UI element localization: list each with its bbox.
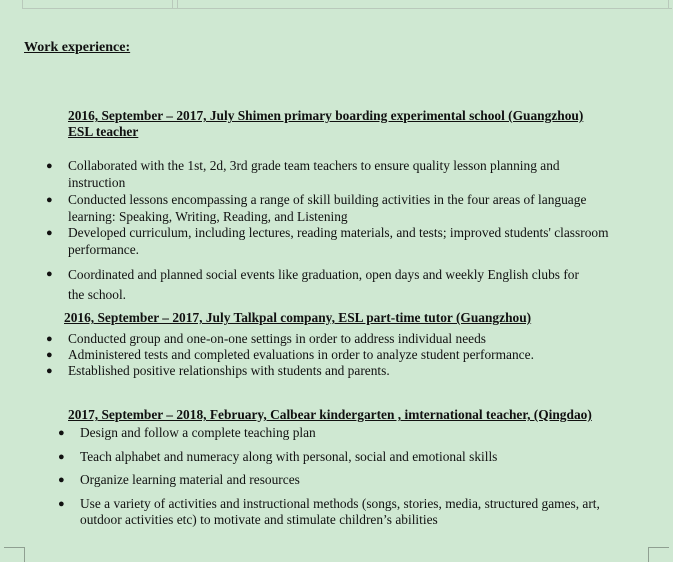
list-item <box>46 158 648 192</box>
list-item-text: Collaborated with the 1st, 2d, 3rd grade team teachers to ensure quality lesson planning and <box>68 158 560 173</box>
list-item-text: Conducted lessons encompassing a range of skill building activities in the four areas of language <box>68 192 587 207</box>
list-item <box>58 495 652 528</box>
list-item-text: Developed curriculum, including lectures, reading materials, and tests; improved students' classroom <box>68 225 609 240</box>
job-bullet-list <box>46 158 648 305</box>
job-heading-line: 2016, September – 2017, July Talkpal company, ESL part-time tutor (Guangzhou) <box>64 310 532 325</box>
list-item <box>58 448 652 473</box>
bullet-icon: ● <box>46 365 53 377</box>
job-bullet-list <box>58 425 652 528</box>
job-heading-line: 2016, September – 2017, July Shimen primary boarding experimental school (Guangzhou) <box>68 108 584 123</box>
bullet-icon: ● <box>46 268 53 280</box>
bullet-icon: ● <box>46 349 53 361</box>
bullet-icon: ● <box>58 427 65 439</box>
list-item <box>46 363 648 379</box>
bullet-icon: ● <box>46 194 53 206</box>
bullet-icon: ● <box>58 450 65 463</box>
job-heading <box>64 310 531 326</box>
job-heading <box>68 407 592 423</box>
table-border-tick <box>668 0 669 8</box>
job-bullet-list <box>46 331 648 379</box>
list-item-text: Conducted group and one-on-one settings in order to address individual needs <box>68 331 486 346</box>
list-item-text: the school. <box>68 286 127 302</box>
bullet-icon: ● <box>46 333 53 345</box>
list-item <box>46 225 648 265</box>
bullet-icon: ● <box>46 227 53 239</box>
list-item-text: outdoor activities etc) to motivate and stimulate children’s abilities <box>80 511 438 527</box>
bullet-icon: ● <box>58 497 65 510</box>
crop-mark <box>4 547 25 562</box>
bullet-icon: ● <box>58 474 65 486</box>
list-item-text: Coordinated and planned social events like graduation, open days and weekly English clubs for <box>68 267 579 282</box>
table-border-tick <box>172 0 173 8</box>
list-item <box>58 425 652 449</box>
job-heading-line: 2017, September – 2018, February, Calbear kindergarten , imternational teacher, (Qingdao) <box>68 407 592 422</box>
table-border-tick <box>177 0 178 8</box>
list-item <box>58 472 652 496</box>
table-border-remnant <box>22 0 672 9</box>
job-heading <box>68 108 583 140</box>
list-item-text: Organize learning material and resources <box>80 472 300 487</box>
list-item-text: Administered tests and completed evaluations in order to analyze student performance. <box>68 347 534 362</box>
list-item-text: Established positive relationships with students and parents. <box>68 363 390 378</box>
section-title: Work experience: <box>24 40 131 55</box>
list-item-text: Teach alphabet and numeracy along with personal, social and emotional skills <box>80 448 498 464</box>
list-item-text: instruction <box>68 174 126 190</box>
list-item <box>46 347 648 363</box>
list-item-text: Use a variety of activities and instructional methods (songs, stories, media, structured games, art, <box>80 495 600 511</box>
job-heading-line: ESL teacher <box>68 124 139 139</box>
list-item-text: Design and follow a complete teaching plan <box>80 425 316 440</box>
list-item-text: learning: Speaking, Writing, Reading, and Listening <box>68 208 348 224</box>
list-item <box>46 331 648 347</box>
list-item <box>46 192 648 225</box>
table-border-tick <box>22 0 23 8</box>
bullet-icon: ● <box>46 160 53 172</box>
list-item-text: performance. <box>68 241 140 257</box>
crop-mark <box>648 547 669 562</box>
list-item <box>46 265 648 305</box>
